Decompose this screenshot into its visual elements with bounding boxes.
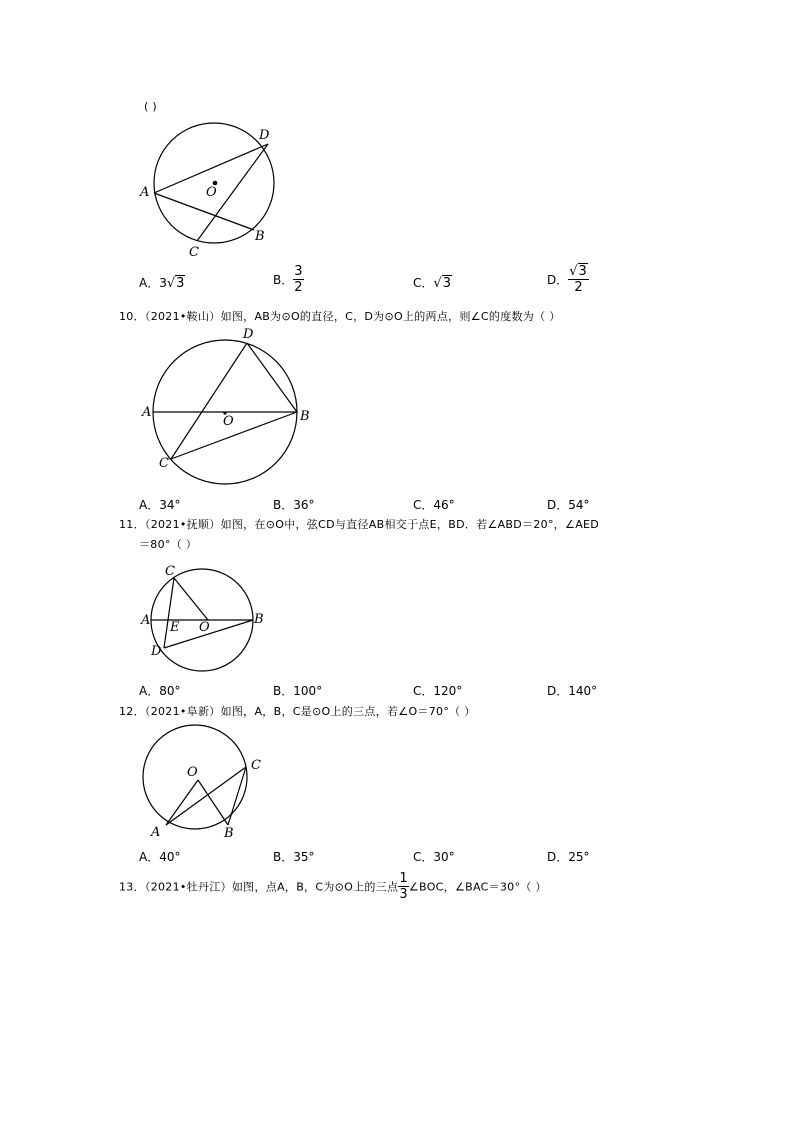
q11-option-c: C．120° xyxy=(413,684,463,698)
q11-radius-oc xyxy=(174,578,208,620)
q11-question-line2: ＝80°（ ） xyxy=(139,538,198,551)
q12-option-b: B．35° xyxy=(273,850,315,864)
q10-label-o: O xyxy=(223,414,234,429)
q11-label-a: A xyxy=(141,613,151,628)
q12-label-o: O xyxy=(187,765,198,780)
q11-label-e: E xyxy=(170,620,180,635)
q9-option-d: D． $\frac{√3}{2}$ xyxy=(547,264,587,295)
q12-radius-ob xyxy=(198,780,228,825)
q9-label-d: D xyxy=(259,128,270,143)
q13-fraction: $\frac{1}{3}$ xyxy=(399,871,408,902)
q10-label-a: A xyxy=(142,405,152,420)
q12-chord-ac xyxy=(166,767,246,825)
q10-label-c: C xyxy=(159,456,169,471)
q11-question-line1: 11．（2021•抚顺）如图，在⊙O中，弦CD与直径AB相交于点E，BD．若∠ABD＝20°，∠AED xyxy=(119,518,600,531)
q11-chord-cd xyxy=(164,578,174,648)
q10-chord-db xyxy=(247,343,297,412)
q9-label-b: B xyxy=(255,229,265,244)
q10-option-d: D．54° xyxy=(547,498,590,512)
q11-label-c: C xyxy=(165,564,175,579)
q9-option-c-sqrt: √3 xyxy=(433,276,451,291)
q13-question-text: 13．（2021•牡丹江）如图，点A，B，C为⊙O上的三点 $\frac{1}{3}$ ∠BOC，∠BAC＝30°（ ） xyxy=(119,871,547,902)
q10-option-a: A．34° xyxy=(139,498,181,512)
q11-option-b: B．100° xyxy=(273,684,323,698)
q9-option-b-fraction: $\frac{3}{2}$ xyxy=(294,264,303,295)
q11-label-o: O xyxy=(199,620,210,635)
q10-option-c: C．46° xyxy=(413,498,455,512)
q10-chord-cb xyxy=(171,412,297,459)
q10-label-d: D xyxy=(243,327,254,342)
q12-option-c: C．30° xyxy=(413,850,455,864)
q9-option-d-fraction: $\frac{√3}{2}$ xyxy=(569,264,587,295)
q12-option-d: D．25° xyxy=(547,850,590,864)
q11-label-d: D xyxy=(151,644,162,659)
q11-option-d: D．140° xyxy=(547,684,598,698)
q11-option-a: A．80° xyxy=(139,684,181,698)
q12-question-text: 12．（2021•阜新）如图，A，B，C是⊙O上的三点，若∠O＝70°（ ） xyxy=(119,705,476,718)
q10-question-text: 10．（2021•鞍山）如图，AB为⊙O的直径，C，D为⊙O上的两点，则∠C的度数为（ ） xyxy=(119,310,561,323)
q12-radius-oa xyxy=(166,780,198,825)
q12-label-b: B xyxy=(224,826,234,841)
q9-label-a: A xyxy=(140,185,150,200)
q12-option-a: A．40° xyxy=(139,850,181,864)
q10-chord-cd xyxy=(171,343,247,459)
q9-option-a: A．3√3 xyxy=(139,276,185,291)
q9-option-c: C．√3 xyxy=(413,276,451,291)
q12-label-a: A xyxy=(151,825,161,840)
q9-chord-ab xyxy=(154,193,254,230)
q9-label-c: C xyxy=(189,245,199,260)
q10-label-b: B xyxy=(300,409,310,424)
q12-label-c: C xyxy=(251,758,261,773)
q9-option-b: B． $\frac{3}{2}$ xyxy=(273,264,303,295)
q9-option-a-sqrt: √3 xyxy=(166,276,185,291)
q10-option-b: B．36° xyxy=(273,498,315,512)
q11-label-b: B xyxy=(254,612,264,627)
q9-label-o: O xyxy=(206,185,217,200)
q9-answer-paren: ( ) xyxy=(144,100,157,113)
